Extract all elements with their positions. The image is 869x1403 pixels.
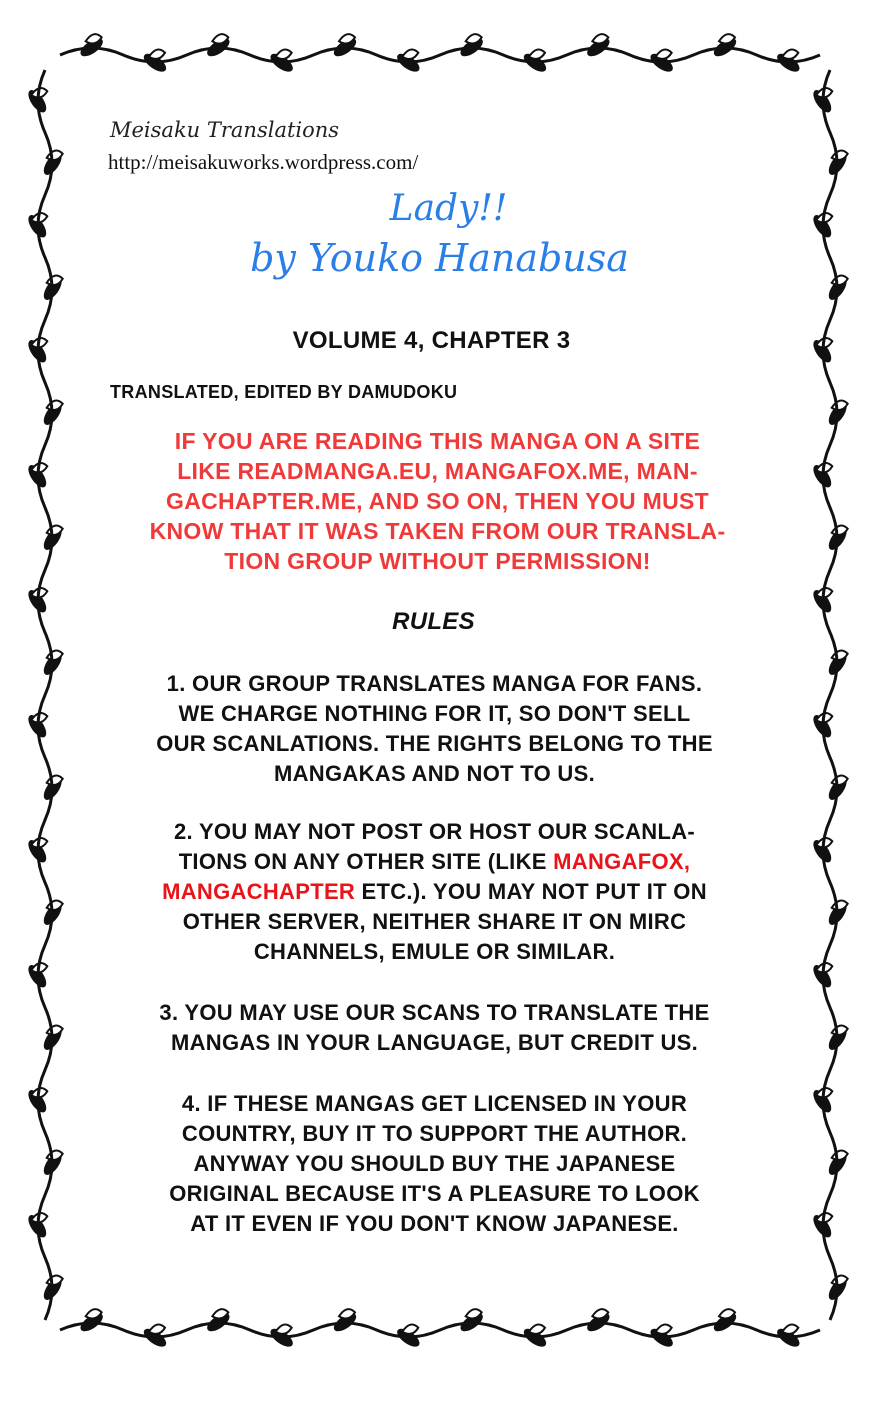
credits-line: TRANSLATED, EDITED BY DAMUDOKU: [110, 382, 458, 402]
flower-bud-icon: [529, 50, 545, 59]
flower-bud-icon: [782, 1325, 798, 1334]
rule-line: COUNTRY, BUY IT TO SUPPORT THE AUTHOR.: [181, 1121, 688, 1146]
rule-line: 4. IF THESE MANGAS GET LICENSED IN YOUR: [181, 1091, 688, 1116]
warning-notice: [3, 426, 869, 576]
rule-line: OTHER SERVER, NEITHER SHARE IT ON MIRC: [182, 909, 687, 934]
rule-line: 1. OUR GROUP TRANSLATES MANGA FOR FANS.: [166, 671, 703, 696]
site-name-highlight: MANGACHAPTER: [162, 879, 356, 904]
rule-4: [0, 1089, 869, 1239]
rule-line: AT IT EVEN IF YOU DON'T KNOW JAPANESE.: [190, 1211, 679, 1236]
rule-text: TIONS ON ANY OTHER SITE (LIKE: [178, 849, 554, 874]
rule-line: ORIGINAL BECAUSE IT'S A PLEASURE TO LOOK: [169, 1181, 700, 1206]
author-line: by Youko Hanabusa: [250, 236, 629, 280]
vine-stem: [60, 48, 820, 62]
warning-line: IF YOU ARE READING THIS MANGA ON A SITE: [174, 428, 701, 454]
flower-bud-icon: [656, 50, 672, 59]
rule-line: [0, 877, 869, 907]
group-name: Meisaku Translations: [110, 118, 340, 142]
warning-line: KNOW THAT IT WAS TAKEN FROM OUR TRANSLA-: [149, 518, 726, 544]
flower-bud-icon: [402, 50, 418, 59]
warning-line: GACHAPTER.ME, AND SO ON, THEN YOU MUST: [166, 488, 709, 514]
flower-bud-icon: [149, 1325, 165, 1334]
rule-line: CHANNELS, EMULE OR SIMILAR.: [253, 939, 616, 964]
rule-text: ETC.). YOU MAY NOT PUT IT ON: [355, 879, 707, 904]
warning-line: TION GROUP WITHOUT PERMISSION!: [224, 548, 651, 574]
rule-line: 2. YOU MAY NOT POST OR HOST OUR SCANLA-: [173, 819, 696, 844]
rule-line: WE CHARGE NOTHING FOR IT, SO DON'T SELL: [178, 701, 691, 726]
chapter-label: VOLUME 4, CHAPTER 3: [292, 327, 571, 354]
warning-line: LIKE READMANGA.EU, MANGAFOX.ME, MAN-: [177, 458, 698, 484]
rules-heading: RULES: [392, 608, 475, 635]
rule-line: MANGAKAS AND NOT TO US.: [273, 761, 595, 786]
rule-line: OUR SCANLATIONS. THE RIGHTS BELONG TO THE: [156, 731, 713, 756]
flower-bud-icon: [529, 1325, 545, 1334]
flower-bud-icon: [276, 50, 292, 59]
flower-bud-icon: [782, 50, 798, 59]
flower-bud-icon: [402, 1325, 418, 1334]
rule-line: [0, 847, 869, 877]
flower-bud-icon: [276, 1325, 292, 1334]
rule-line: 3. YOU MAY USE OUR SCANS TO TRANSLATE THE: [159, 1000, 710, 1025]
flower-bud-icon: [149, 50, 165, 59]
series-title: Lady!!: [389, 188, 508, 229]
vine-stem: [60, 1323, 820, 1337]
rule-line: ANYWAY YOU SHOULD BUY THE JAPANESE: [193, 1151, 676, 1176]
rule-1: [0, 669, 869, 789]
site-name-highlight: MANGAFOX,: [553, 849, 691, 874]
flower-bud-icon: [656, 1325, 672, 1334]
group-url[interactable]: http://meisakuworks.wordpress.com/: [108, 150, 419, 174]
rule-line: MANGAS IN YOUR LANGUAGE, BUT CREDIT US.: [170, 1030, 699, 1055]
rule-2: [0, 817, 869, 967]
rule-3: [0, 998, 869, 1058]
